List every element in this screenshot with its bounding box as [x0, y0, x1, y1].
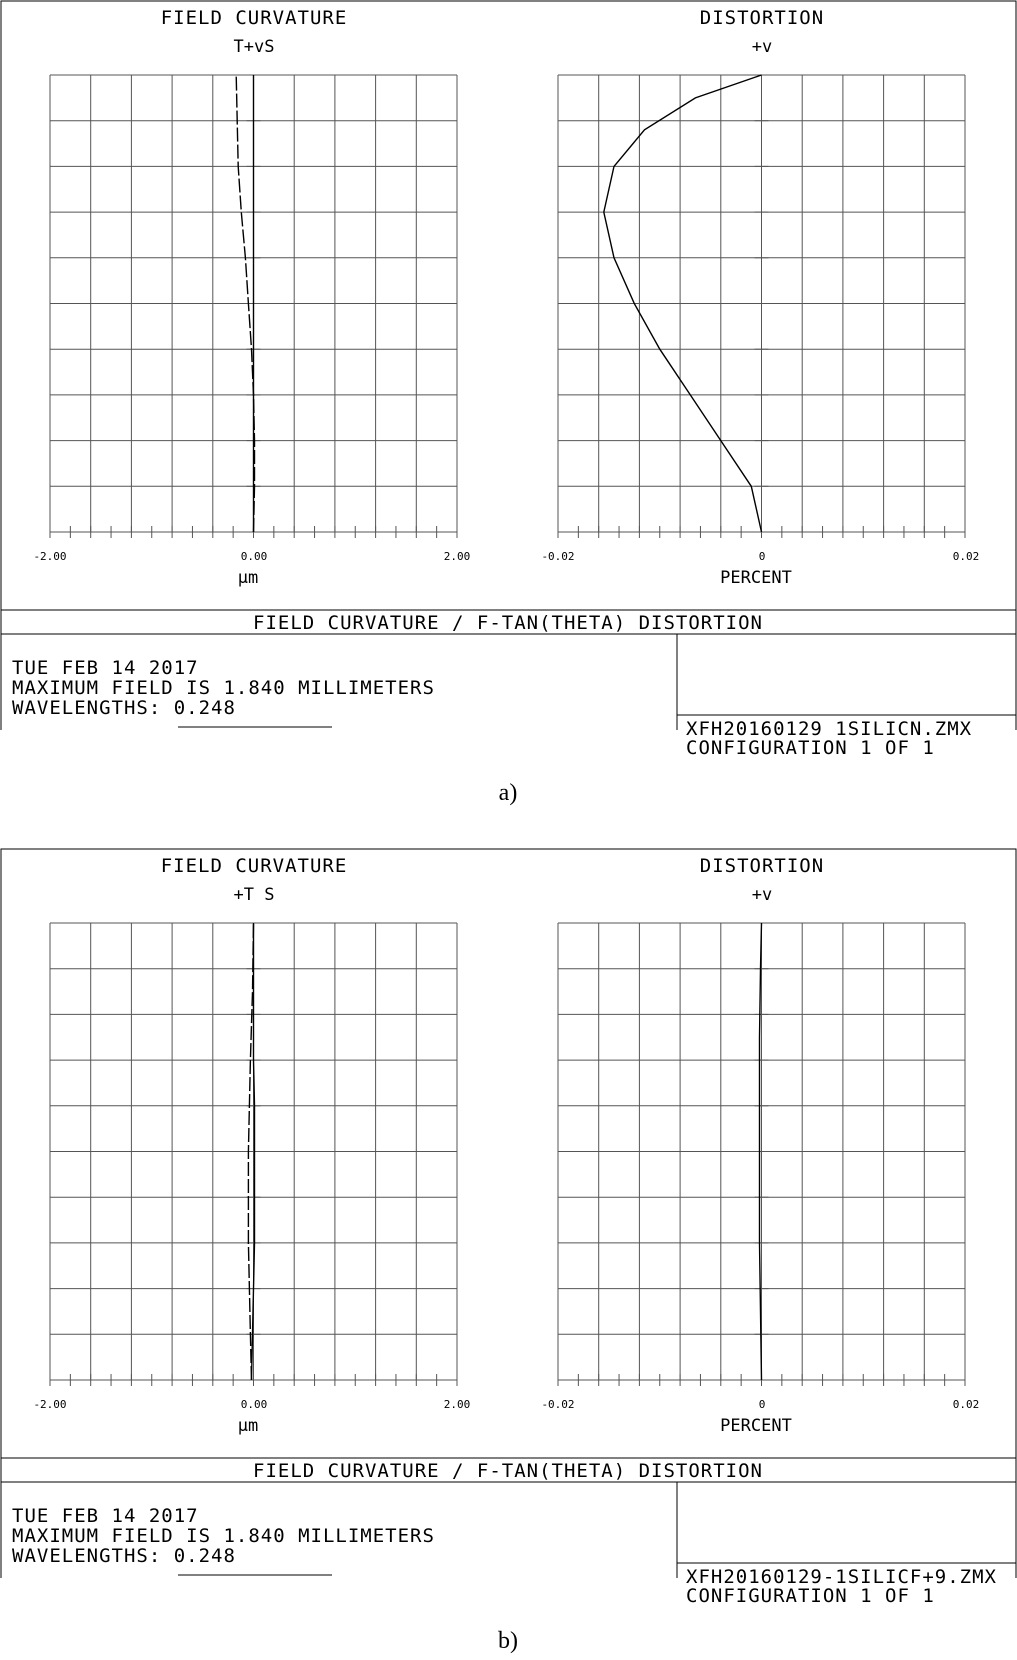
- config-text: CONFIGURATION 1 OF 1: [686, 737, 935, 759]
- dist-legend: +v: [751, 37, 773, 57]
- caption-a: a): [498, 780, 518, 806]
- figure-b-svg: [0, 848, 1017, 1578]
- fc-legend: +T S: [233, 885, 275, 905]
- dist-xunit: PERCENT: [720, 568, 792, 588]
- fc-title: FIELD CURVATURE: [160, 7, 348, 29]
- banner: FIELD CURVATURE / F-TAN(THETA) DISTORTION: [253, 612, 763, 634]
- dist-xtick-min: -0.02: [541, 1398, 575, 1411]
- fc-title: FIELD CURVATURE: [160, 855, 348, 877]
- dist-xtick-mid: 0: [758, 1398, 766, 1411]
- wavelengths-text: WAVELENGTHS: 0.248: [12, 1545, 236, 1567]
- fc-xtick-min: -2.00: [33, 550, 67, 563]
- file-text: XFH20160129-1SILICF+9.ZMX: [686, 1566, 997, 1588]
- dist-xunit: PERCENT: [720, 1416, 792, 1436]
- fc-legend: T+vS: [233, 37, 275, 57]
- figure-a-lower: [0, 0, 1017, 820]
- max-field-text: MAXIMUM FIELD IS 1.840 MILLIMETERS: [12, 1525, 435, 1547]
- dist-title: DISTORTION: [699, 7, 825, 29]
- figure-b: [0, 848, 1017, 1578]
- date-text: TUE FEB 14 2017: [12, 1505, 199, 1527]
- max-field-text: MAXIMUM FIELD IS 1.840 MILLIMETERS: [12, 677, 435, 699]
- fc-xtick-max: 2.00: [443, 1398, 471, 1411]
- caption-b: b): [498, 1628, 518, 1654]
- fc-xtick-max: 2.00: [443, 550, 471, 563]
- dist-title: DISTORTION: [699, 855, 825, 877]
- dist-xtick-min: -0.02: [541, 550, 575, 563]
- wavelengths-text: WAVELENGTHS: 0.248: [12, 697, 236, 719]
- dist-legend: +v: [751, 885, 773, 905]
- config-text: CONFIGURATION 1 OF 1: [686, 1585, 935, 1607]
- date-text: TUE FEB 14 2017: [12, 657, 199, 679]
- dist-xtick-max: 0.02: [952, 550, 980, 563]
- fc-xtick-mid: 0.00: [240, 550, 268, 563]
- fc-xtick-min: -2.00: [33, 1398, 67, 1411]
- dist-grid: [558, 923, 965, 1386]
- dist-xtick-mid: 0: [758, 550, 766, 563]
- dist-xtick-max: 0.02: [952, 1398, 980, 1411]
- fc-xunit: µm: [237, 568, 259, 588]
- fc-xtick-mid: 0.00: [240, 1398, 268, 1411]
- file-text: XFH20160129 1SILICN.ZMX: [686, 718, 973, 740]
- banner: FIELD CURVATURE / F-TAN(THETA) DISTORTION: [253, 1460, 763, 1482]
- fc-xunit: µm: [237, 1416, 259, 1436]
